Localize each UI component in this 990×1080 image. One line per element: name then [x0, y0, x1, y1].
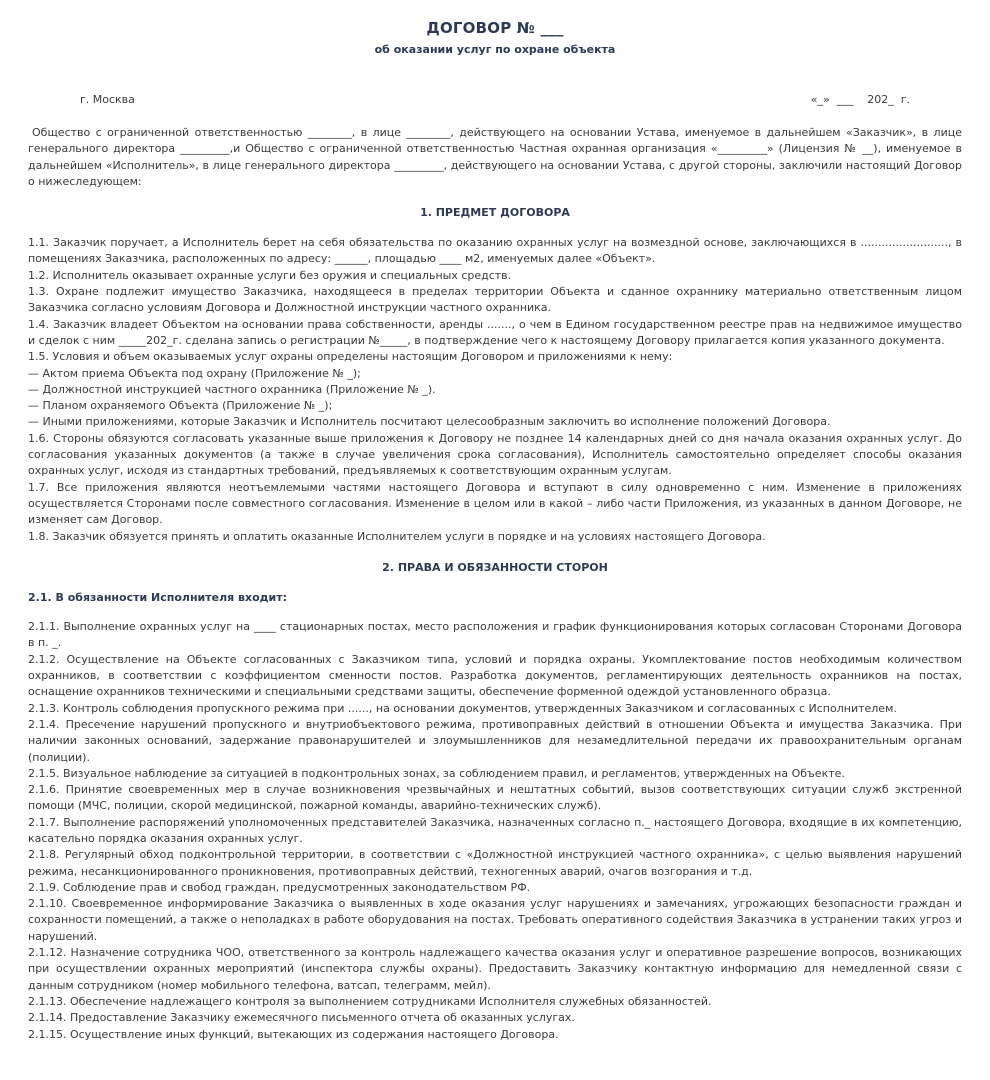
- clause-1-3: 1.3. Охране подлежит имущество Заказчика, находящееся в пределах территории Объекта и сданное охраннику материально ответственным лицом Заказчика согласно условиям Договора и Должностной инструкции частного охранника.: [28, 285, 962, 315]
- clause-2-1-4: 2.1.4. Пресечение нарушений пропускного и внутриобъектового режима, противоправных действий в отношении Объекта и имущества Заказчика. При наличии законных оснований, задержание правонарушителей и злоумышленников для незамедлительной передачи их правоохранительным органам (полиции).: [28, 717, 962, 764]
- clause-1-6: 1.6. Стороны обязуются согласовать указанные выше приложения к Договору не позднее 14 календарных дней со дня начала оказания охранных услуг. До согласования указанных документов (а также в случае увеличения срока согласования), Исполнитель самостоятельно определяет способы оказания охранных услуг, исходя из стандартных требований, предъявляемых к соответствующим охранным услугам.: [28, 431, 962, 478]
- section-2-content: [28, 619, 962, 1043]
- clause-1-1: 1.1. Заказчик поручает, а Исполнитель берет на себя обязательства по оказанию охранных услуг на возмездной основе, заключающихся в ........................., в помещениях Заказчика, расположенных по адресу: ______, площадью ____ м2, именуемых далее «Объект».: [28, 236, 962, 266]
- intro-paragraph: Общество с ограниченной ответственностью ________, в лице ________, действующего на основании Устава, именуемое в дальнейшем «Заказчик», в лице генерального директора _________,и Общество с ограниченной ответственностью Частная охранная организация «_________» (Лицензия № __), именуемое в дальнейшем «Исполнитель», в лице генерального директора _________, действующего на основании Устава, с другой стороны, заключили настоящий Договор о нижеследующем:: [28, 126, 962, 188]
- clause-1-7: 1.7. Все приложения являются неотъемлемыми частями настоящего Договора и вступают в силу одновременно с ним. Изменение в приложениях осуществляется Сторонами после совместного согласования. Изменение в целом или в какой – либо части Приложения, из указанных в данном Договоре, не изменяет сам Договор.: [28, 480, 962, 527]
- clause-1-4: 1.4. Заказчик владеет Объектом на основании права собственности, аренды ......., о чем в Едином государственном реестре прав на недвижимое имущество и сделок с ним _____202_г. сделана запись о регистрации №_____, в подтверждение чего к настоящему Договору прилагается копия указанного документа.: [28, 317, 962, 347]
- section-2-heading: 2. ПРАВА И ОБЯЗАННОСТИ СТОРОН: [382, 560, 608, 574]
- section-1-content: [28, 235, 962, 545]
- contract-city: г. Москва: [80, 93, 135, 106]
- clause-2-1-14: 2.1.14. Предоставление Заказчику ежемесячного письменного отчета об оказанных услугах.: [28, 1011, 575, 1025]
- contract-date: «_» ___ 202_ г.: [810, 93, 910, 106]
- list-item-appendix-3: — Планом охраняемого Объекта (Приложение № _);: [28, 399, 333, 413]
- section-2-1-subheading: 2.1. В обязанности Исполнителя входит:: [28, 590, 288, 604]
- contract-body: [28, 125, 962, 1043]
- clause-2-1-9: 2.1.9. Соблюдение прав и свобод граждан, предусмотренных законодательством РФ.: [28, 880, 531, 894]
- contract-subtitle: об оказании услуг по охране объекта: [374, 43, 616, 56]
- clause-2-1-5: 2.1.5. Визуальное наблюдение за ситуацией в подконтрольных зонах, за соблюдением правил, и регламентов, утвержденных на Объекте.: [28, 766, 845, 780]
- clause-2-1-13: 2.1.13. Обеспечение надлежащего контроля за выполнением сотрудниками Исполнителя служебных обязанностей.: [28, 994, 712, 1008]
- clause-1-8: 1.8. Заказчик обязуется принять и оплатить оказанные Исполнителем услуги в порядке и на условиях настоящего Договора.: [28, 529, 766, 543]
- clause-1-5: 1.5. Условия и объем оказываемых услуг охраны определены настоящим Договором и приложениями к нему:: [28, 350, 673, 364]
- clause-2-1-10: 2.1.10. Своевременное информирование Заказчика о выявленных в ходе оказания услуг нарушениях и замечаниях, угрожающих безопасности граждан и сохранности помещений, а также о неполадках в работе оборудования на постах. Требовать оперативного содействия Заказчика в устранении таких угроз и нарушений.: [28, 897, 962, 943]
- contract-title: ДОГОВОР № ___: [426, 19, 564, 37]
- clause-2-1-15: 2.1.15. Осуществление иных функций, вытекающих из содержания настоящего Договора.: [28, 1027, 559, 1041]
- clause-2-1-7: 2.1.7. Выполнение распоряжений уполномоченных представителей Заказчика, назначенных согласно п._ настоящего Договора, входящие в их компетенцию, касательно порядка оказания охранных услуг.: [28, 815, 962, 845]
- list-item-appendix-4: — Иными приложениями, которые Заказчик и Исполнитель посчитают целесообразным заключить во исполнение положений Договора.: [28, 415, 831, 429]
- clause-1-2: 1.2. Исполнитель оказывает охранные услуги без оружия и специальных средств.: [28, 268, 512, 282]
- list-item-appendix-2: — Должностной инструкцией частного охранника (Приложение № _).: [28, 382, 436, 396]
- list-item-appendix-1: — Актом приема Объекта под охрану (Приложение № _);: [28, 366, 361, 380]
- clause-2-1-12: 2.1.12. Назначение сотрудника ЧОО, ответственного за контроль надлежащего качества оказания услуг и оперативное разрешение вопросов, возникающих при осуществлении охранных мероприятий (инспектора службы охраны). Предоставить Заказчику контактную информацию для немедленной связи с данным сотрудником (номер мобильного телефона, ватсап, телеграмм, мейл).: [28, 946, 962, 992]
- section-1-heading: 1. ПРЕДМЕТ ДОГОВОРА: [420, 206, 570, 220]
- clause-2-1-6: 2.1.6. Принятие своевременных мер в случае возникновения чрезвычайных и нештатных событий, вызов соответствующих ситуации служб экстренной помощи (МЧС, полиции, скорой медицинской, пожарной команды, аварийно-технических служб).: [28, 783, 962, 813]
- clause-2-1-1: 2.1.1. Выполнение охранных услуг на ____ стационарных постах, место расположения и график функционирования которых согласован Сторонами Договора в п. _.: [28, 620, 962, 650]
- clause-2-1-3: 2.1.3. Контроль соблюдения пропускного режима при ......, на основании документов, утвержденных Заказчиком и согласованных с Исполнителем.: [28, 701, 897, 715]
- clause-2-1-2: 2.1.2. Осуществление на Объекте согласованных с Заказчиком типа, условий и порядка охраны. Укомплектование постов необходимым количеством охранников, в соответствии с коэффициентом сменности постов. Разработка документов, регламентирующих деятельность охранников на постах, оснащение охранников техническими и специальными средствами защиты, обеспечение форменной одеждой установленного образца.: [28, 652, 962, 699]
- clause-2-1-8: 2.1.8. Регулярный обход подконтрольной территории, в соответствии с «Должностной инструкцией частного охранника», с целью выявления нарушений режима, несанкционированного проникновения, противоправных действий, техногенных аварий, очагов возгорания и т.д.: [28, 848, 962, 878]
